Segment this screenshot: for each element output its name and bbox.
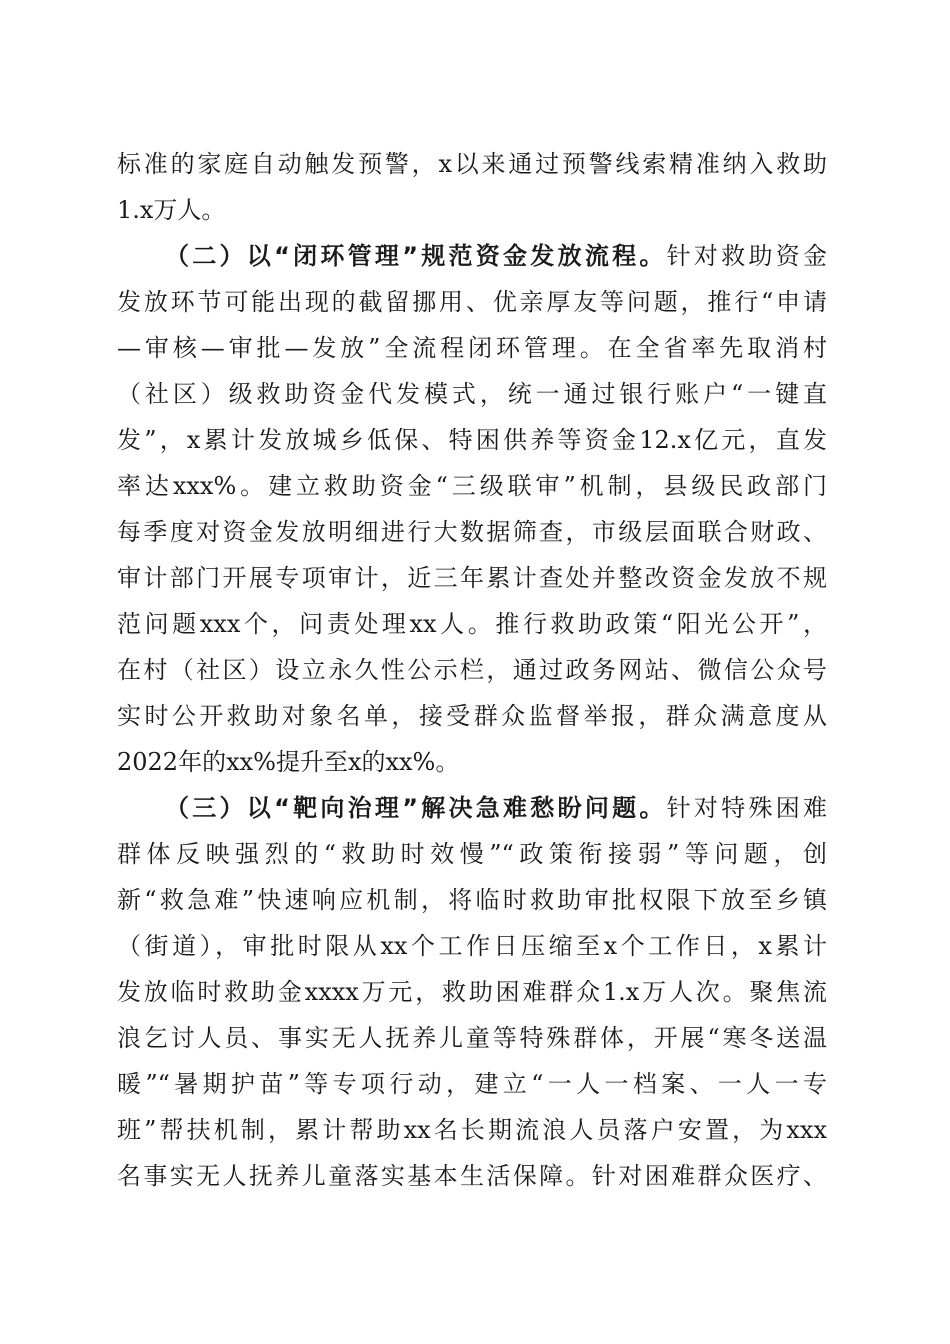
paragraph-2-line-7: 每季度对资金发放明细进行大数据筛查，市级层面联合财政、: [117, 518, 827, 546]
paragraph-2-line-12: 2022年的xx%提升至x的xx%。: [117, 748, 460, 776]
paragraph-1-line-1: 标准的家庭自动触发预警，x以来通过预警线索精准纳入救助: [117, 150, 827, 178]
paragraph-3-line-4: （街道），审批时限从xx个工作日压缩至x个工作日，x累计: [117, 932, 827, 960]
paragraph-2-line-6: 率达xxx%。建立救助资金“三级联审”机制，县级民政部门: [117, 472, 827, 500]
paragraph-3-line-2: 群体反映强烈的“救助时效慢”“政策衔接弱”等问题，创: [117, 840, 827, 868]
paragraph-2-line-10: 在村（社区）设立永久性公示栏，通过政务网站、微信公众号: [117, 656, 827, 684]
paragraph-1-line-2: 1.x万人。: [117, 196, 226, 224]
paragraph-3-line-7: 暖”“暑期护苗”等专项行动，建立“一人一档案、一人一专: [117, 1070, 827, 1098]
paragraph-3-heading: （三）以“靶向治理”解决急难愁盼问题。: [165, 794, 667, 822]
paragraph-3-line-1: [165, 788, 827, 828]
paragraph-2-first-line-text: 针对救助资金: [666, 242, 828, 270]
paragraph-3-line-3: 新“救急难”快速响应机制，将临时救助审批权限下放至乡镇: [117, 886, 827, 914]
paragraph-3-line-6: 浪乞讨人员、事实无人抚养儿童等特殊群体，开展“寒冬送温: [117, 1024, 827, 1052]
paragraph-3-first-line-text: 针对特殊困难: [666, 794, 828, 822]
paragraph-2-line-8: 审计部门开展专项审计，近三年累计查处并整改资金发放不规: [117, 564, 827, 592]
paragraph-2-line-1: [165, 236, 827, 276]
paragraph-2-heading: （二）以“闭环管理”规范资金发放流程。: [165, 242, 667, 270]
paragraph-2-line-9: 范问题xxx个，问责处理xx人。推行救助政策“阳光公开”，: [117, 610, 827, 638]
paragraph-3-line-9: 名事实无人抚养儿童落实基本生活保障。针对困难群众医疗、: [117, 1162, 827, 1190]
paragraph-3-line-5: 发放临时救助金xxxx万元，救助困难群众1.x万人次。聚焦流: [117, 978, 827, 1006]
paragraph-2-line-5: 发”，x累计发放城乡低保、特困供养等资金12.x亿元，直发: [117, 426, 827, 454]
paragraph-2-line-4: （社区）级救助资金代发模式，统一通过银行账户“一键直: [117, 380, 827, 408]
paragraph-3-line-8: 班”帮扶机制，累计帮助xx名长期流浪人员落户安置，为xxx: [117, 1116, 827, 1144]
paragraph-2-line-2: 发放环节可能出现的截留挪用、优亲厚友等问题，推行“申请: [117, 288, 827, 316]
paragraph-2-line-3: —审核—审批—发放”全流程闭环管理。在全省率先取消村: [117, 334, 827, 362]
paragraph-2-line-11: 实时公开救助对象名单，接受群众监督举报，群众满意度从: [117, 702, 827, 730]
